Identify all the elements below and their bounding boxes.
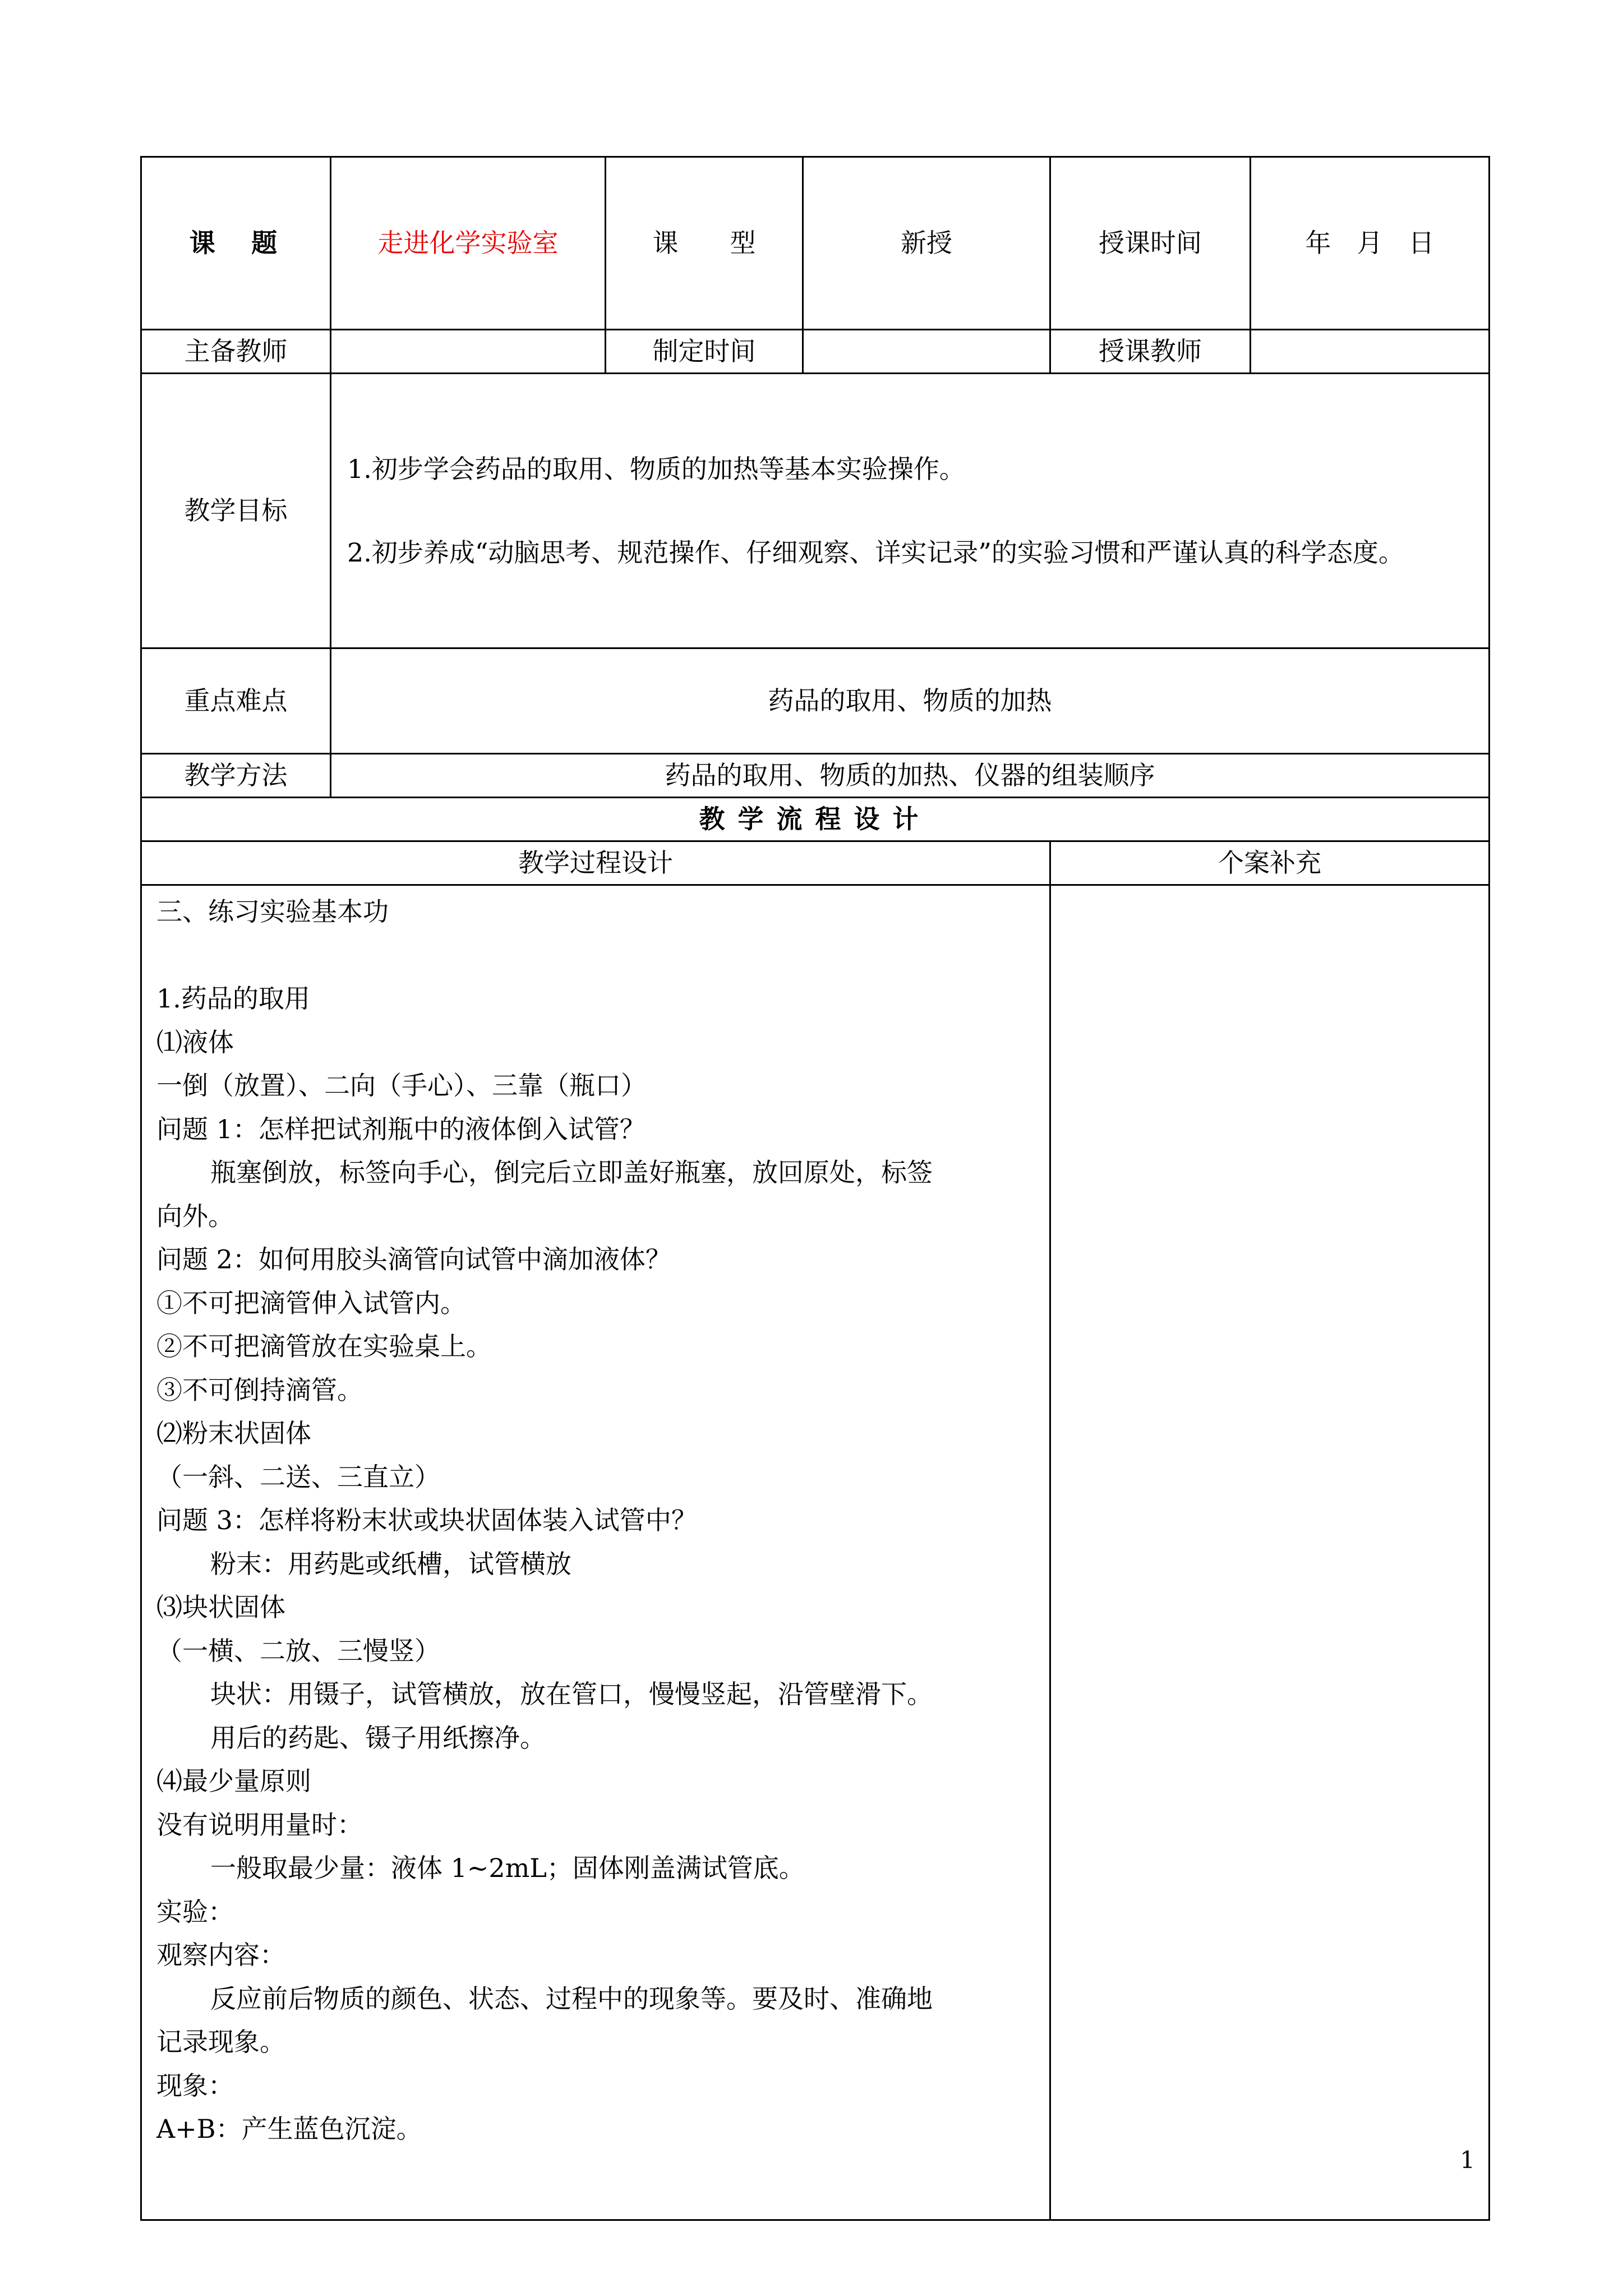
process-line: 问题 3：怎样将粉末状或块状固体装入试管中？ <box>156 1505 697 1535</box>
process-line: 三、练习实验基本功 <box>156 896 389 927</box>
teach-time-label: 授课时间 <box>1050 157 1251 330</box>
goal-item: 1.初步学会药品的取用、物质的加热等基本实验操作。 <box>347 454 965 485</box>
process-line: A+B：产生蓝色沉淀。 <box>156 2114 422 2144</box>
flow-header-row <box>141 841 1490 885</box>
flow-title-row <box>141 798 1490 841</box>
process-line: 粉末：用药匙或纸槽，试管横放 <box>210 1548 571 1579</box>
flow-title: 教学流程设计 <box>141 798 1490 841</box>
process-line: 观察内容： <box>156 1940 285 1970</box>
process-line: 瓶塞倒放，标签向手心，倒完后立即盖好瓶塞，放回原处，标签 <box>210 1157 933 1188</box>
process-line: ①不可把滴管伸入试管内。 <box>156 1287 466 1318</box>
process-line: 一般取最少量：液体 1~2mL；固体刚盖满试管底。 <box>210 1853 805 1883</box>
methods-value: 药品的取用、物质的加热、仪器的组装顺序 <box>331 754 1490 798</box>
lesson-plan-table <box>140 156 1490 2221</box>
process-column-header: 教学过程设计 <box>141 841 1050 885</box>
made-time-value <box>803 330 1050 374</box>
topic-label: 课 题 <box>141 157 331 330</box>
process-line: 问题 2：如何用胶头滴管向试管中滴加液体？ <box>156 1244 671 1274</box>
process-line: ⑷最少量原则 <box>156 1766 311 1796</box>
key-points-row <box>141 648 1490 754</box>
lead-teacher-value <box>331 330 606 374</box>
key-points-label: 重点难点 <box>141 648 331 754</box>
goals-row <box>141 374 1490 648</box>
process-line: 现象： <box>156 2070 234 2101</box>
process-line: 向外。 <box>156 1200 234 1231</box>
process-line: ⑶块状固体 <box>156 1592 285 1622</box>
supplement-column-header: 个案补充 <box>1050 841 1490 885</box>
process-line: ②不可把滴管放在实验桌上。 <box>156 1331 492 1361</box>
teach-time-value: 年 月 日 <box>1251 157 1490 330</box>
process-line: ⑵粉末状固体 <box>156 1418 311 1448</box>
made-time-label: 制定时间 <box>606 330 803 374</box>
goals-label: 教学目标 <box>141 374 331 648</box>
type-value: 新授 <box>803 157 1050 330</box>
process-line: 反应前后物质的颜色、状态、过程中的现象等。要及时、准确地 <box>210 1983 933 2014</box>
process-line: ③不可倒持滴管。 <box>156 1374 363 1405</box>
page-number: 1 <box>1460 2146 1475 2174</box>
topic-value: 走进化学实验室 <box>331 157 606 330</box>
header-row <box>141 157 1490 330</box>
process-line: 问题 1：怎样把试剂瓶中的液体倒入试管？ <box>156 1114 645 1144</box>
key-points-value: 药品的取用、物质的加热 <box>331 648 1490 754</box>
process-line: 1.药品的取用 <box>156 983 310 1014</box>
goal-item: 2.初步养成“动脑思考、规范操作、仔细观察、详实记录”的实验习惯和严谨认真的科学态度。 <box>347 537 1404 568</box>
process-line <box>156 934 1038 978</box>
goals-content <box>331 374 1490 648</box>
process-line: 实验： <box>156 1896 234 1927</box>
process-row <box>141 885 1490 2220</box>
process-line: （一斜、二送、三直立） <box>156 1461 440 1492</box>
process-line: 没有说明用量时： <box>156 1809 363 1840</box>
teacher-label: 授课教师 <box>1050 330 1251 374</box>
process-line: 块状：用镊子，试管横放，放在管口，慢慢竖起，沿管壁滑下。 <box>210 1679 933 1709</box>
process-line: （一横、二放、三慢竖） <box>156 1635 440 1666</box>
process-line: 一倒（放置）、二向（手心）、三靠（瓶口） <box>156 1070 647 1101</box>
methods-row <box>141 754 1490 798</box>
supplement-content <box>1050 885 1490 2220</box>
type-label: 课 型 <box>606 157 803 330</box>
teacher-value <box>1251 330 1490 374</box>
process-line: 用后的药匙、镊子用纸擦净。 <box>210 1722 546 1753</box>
teacher-row <box>141 330 1490 374</box>
process-line: ⑴液体 <box>156 1027 234 1057</box>
lead-teacher-label: 主备教师 <box>141 330 331 374</box>
process-content <box>141 885 1050 2220</box>
process-line: 记录现象。 <box>156 2027 285 2057</box>
methods-label: 教学方法 <box>141 754 331 798</box>
